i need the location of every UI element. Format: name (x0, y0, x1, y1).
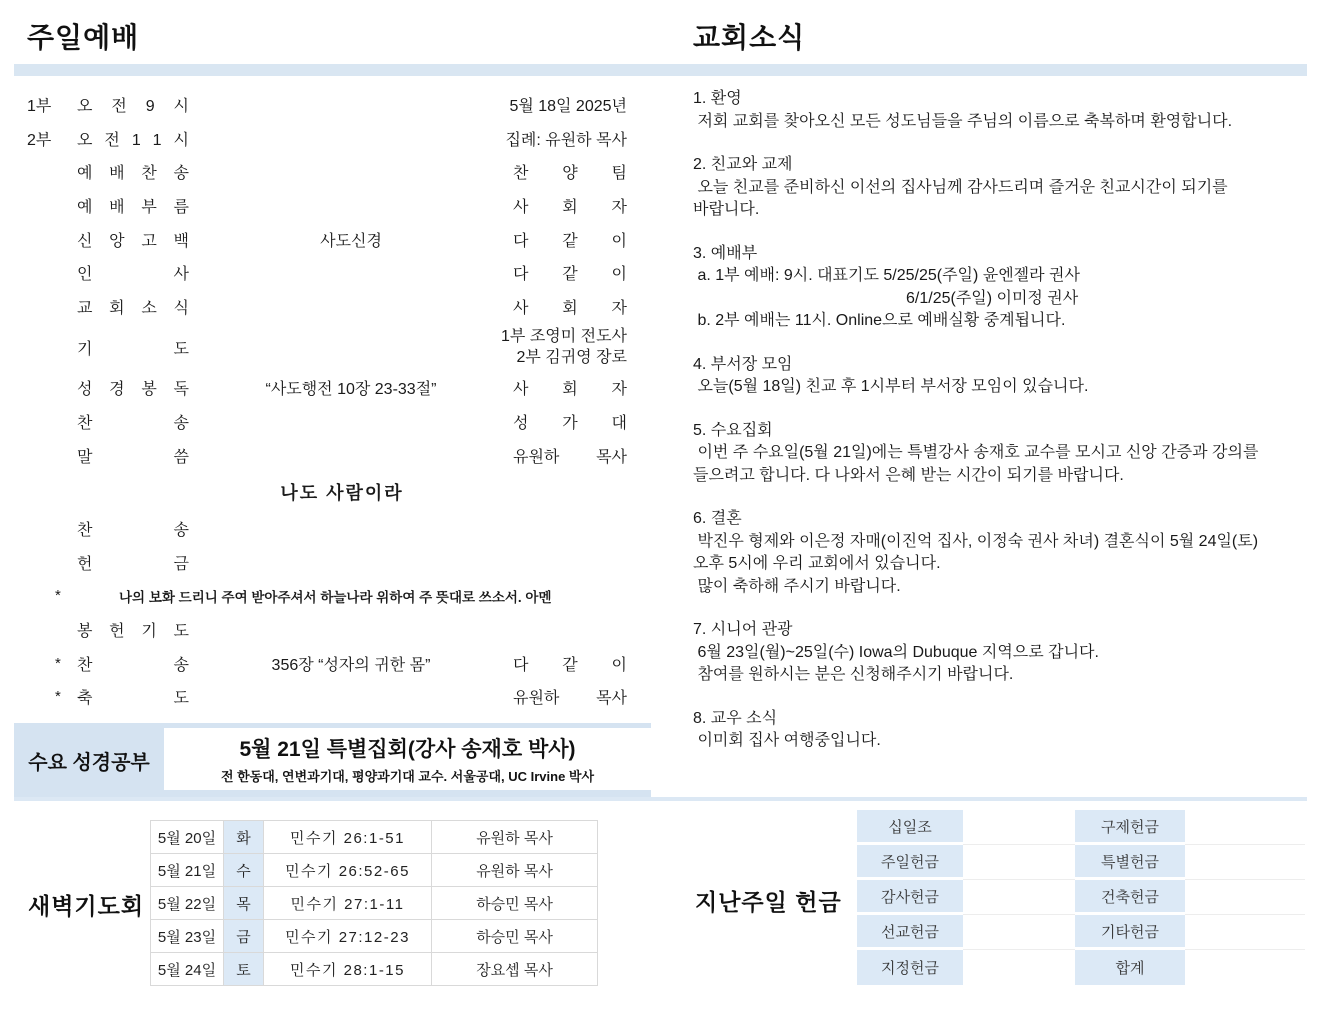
table-row (151, 920, 598, 953)
order-performer: 성 가 대 (513, 415, 627, 433)
news-item (693, 354, 1308, 399)
order-row (27, 438, 627, 472)
asterisk-marker: * (55, 587, 61, 605)
prayer-leader-1: 1부 조영미 전도사 (501, 328, 627, 346)
table-row (151, 821, 598, 854)
header-accent-bar (14, 64, 1307, 76)
offering-amount-cell (963, 915, 1075, 950)
section-divider-line (14, 797, 1307, 801)
special-meeting-box (164, 728, 651, 790)
order-row (27, 256, 627, 290)
order-performer: 다 같 이 (513, 266, 627, 284)
leader-cell: 유원하 목사 (432, 854, 598, 887)
news-body-line: 참여를 원하시는 분은 신청해주시기 바랍니다. (693, 666, 1014, 683)
order-row (27, 222, 627, 256)
order-performer: 사 회 자 (513, 299, 627, 317)
date-cell: 5월 23일 (151, 920, 224, 953)
hymn-reference: 356장 “성자의 귀한 몸” (271, 656, 431, 674)
news-item (693, 243, 1308, 333)
news-item (693, 154, 1308, 222)
service-date: 5월 18일 2025년 (509, 98, 627, 116)
date-cell: 5월 22일 (151, 887, 224, 920)
order-performer: 다 같 이 (513, 232, 627, 250)
day-cell: 화 (224, 821, 264, 854)
day-cell: 목 (224, 887, 264, 920)
order-label: 예 배 찬 송 (77, 165, 189, 183)
order-detail: 사도신경 (320, 232, 382, 250)
last-week-offering-label: 지난주일 헌금 (695, 889, 842, 915)
news-body-line: 저회 교회를 찾아오신 모든 성도님들을 주님의 이름으로 축복하며 환영합니다. (693, 112, 1233, 130)
news-heading: 4. 부서장 모임 (693, 355, 793, 373)
news-item (693, 708, 1308, 753)
officiant: 집례: 유원하 목사 (505, 131, 627, 149)
order-performer: 유원하 목사 (513, 448, 627, 466)
special-meeting-title: 5월 21일 특별집회(강사 송재호 박사) (239, 738, 576, 761)
wednesday-study-banner (14, 723, 651, 797)
leader-cell: 하승민 목사 (432, 920, 598, 953)
offering-amount-cell (1185, 880, 1305, 915)
order-label: 오 전 9 시 (77, 98, 189, 116)
order-label: 찬 송 (77, 522, 189, 540)
scripture-reference: “사도행전 10장 23-33절” (265, 381, 437, 399)
day-cell: 수 (224, 854, 264, 887)
news-body-line: a. 1부 예배: 9시. 대표기도 5/25/25(주일) 윤엔젤라 권사 (693, 267, 1080, 284)
day-cell: 금 (224, 920, 264, 953)
table-row (151, 887, 598, 920)
order-row (27, 371, 627, 405)
order-of-worship (27, 88, 627, 714)
order-label: 오 전 1 1 시 (77, 131, 189, 149)
day-cell: 토 (224, 953, 264, 986)
order-row (27, 189, 627, 223)
service-part: 1부 (27, 98, 52, 116)
order-row (27, 646, 627, 680)
news-item (693, 88, 1308, 133)
prayer-leader-2: 2부 김귀영 장로 (516, 349, 627, 367)
order-row (27, 155, 627, 189)
offering-amount-cell (963, 810, 1075, 845)
date-cell: 5월 20일 (151, 821, 224, 854)
news-body-line: 6월 23일(월)~25일(수) Iowa의 Dubuque 지역으로 갑니다. (693, 643, 1099, 661)
order-performer: 사 회 자 (513, 199, 627, 217)
order-label: 말 씀 (77, 448, 189, 466)
offering-amount-cell (1185, 845, 1305, 880)
service-part: 2부 (27, 131, 52, 149)
order-row (27, 323, 627, 371)
sermon-title: 나도 사람이라 (280, 482, 404, 503)
order-label: 예 배 부 름 (77, 199, 189, 217)
order-label: 축 도 (77, 690, 189, 708)
news-item (693, 420, 1308, 488)
order-row (27, 405, 627, 439)
table-row (857, 880, 1305, 915)
wednesday-study-label: 수요 성경공부 (28, 751, 150, 774)
offering-amount-cell (963, 880, 1075, 915)
order-performer: 유원하 목사 (513, 690, 627, 708)
asterisk-marker: * (55, 688, 61, 706)
news-body-line: 바랍니다. (693, 201, 760, 218)
date-cell: 5월 24일 (151, 953, 224, 986)
offering-type-cell: 건축헌금 (1075, 880, 1185, 915)
asterisk-marker: * (55, 654, 61, 672)
news-body-line: 6/1/25(주일) 이미정 권사 (906, 289, 1079, 307)
special-meeting-subtitle: 전 한동대, 연변과기대, 평양과기대 교수. 서울공대, UC Irvine 박사 (220, 769, 595, 784)
news-body-line: 오늘(5월 18일) 친교 후 1시부터 부서장 모임이 있습니다. (693, 378, 1089, 395)
news-heading: 8. 교우 소식 (693, 709, 778, 727)
news-heading: 6. 결혼 (693, 510, 742, 527)
order-row (27, 512, 627, 546)
news-section-title: 교회소식 (693, 22, 806, 53)
table-row (857, 845, 1305, 880)
order-row (27, 546, 627, 580)
order-label: 인 사 (77, 266, 189, 284)
table-row (857, 915, 1305, 950)
offering-type-cell: 합계 (1075, 950, 1185, 985)
news-heading: 7. 시니어 관광 (693, 621, 793, 638)
news-heading: 3. 예배부 (693, 244, 758, 262)
news-heading: 1. 환영 (693, 90, 742, 107)
leader-cell: 장요셉 목사 (432, 953, 598, 986)
order-performer: 다 같 이 (513, 656, 627, 674)
order-performer: 찬 양 팀 (513, 165, 627, 183)
order-performer: 사 회 자 (513, 381, 627, 399)
order-row (27, 88, 627, 122)
offering-amount-cell (963, 950, 1075, 985)
news-heading: 5. 수요집회 (693, 421, 773, 439)
table-row (857, 810, 1305, 845)
order-row (27, 122, 627, 156)
offering-type-cell: 주일헌금 (857, 845, 963, 880)
offering-type-cell: 감사헌금 (857, 880, 963, 915)
order-label: 기 도 (77, 340, 189, 358)
news-body-line: b. 2부 예배는 11시. Online으로 예배실황 중계됩니다. (693, 312, 1066, 329)
offertory-response: 나의 보화 드리니 주여 받아주셔서 하늘나라 위하여 주 뜻대로 쓰소서. 아멘 (119, 589, 552, 605)
news-body-line: 이번 주 수요일(5월 21일)에는 특별강사 송재호 교수를 모시고 신앙 간증과 강의를 (693, 444, 1259, 461)
order-label: 헌 금 (77, 555, 189, 573)
order-label: 신 앙 고 백 (77, 232, 189, 250)
date-cell: 5월 21일 (151, 854, 224, 887)
order-row (27, 613, 627, 647)
news-item (693, 619, 1308, 687)
scripture-cell: 민수기 27:12-23 (264, 920, 432, 953)
worship-section-title: 주일예배 (27, 22, 140, 53)
dawn-prayer-table (150, 820, 598, 986)
order-row (27, 579, 627, 613)
leader-cell: 하승민 목사 (432, 887, 598, 920)
offering-type-cell: 지정헌금 (857, 950, 963, 985)
scripture-cell: 민수기 26:52-65 (264, 854, 432, 887)
offering-type-cell: 구제헌금 (1075, 810, 1185, 845)
scripture-cell: 민수기 28:1-15 (264, 953, 432, 986)
scripture-cell: 민수기 27:1-11 (264, 887, 432, 920)
order-row (27, 680, 627, 714)
order-label: 찬 송 (77, 415, 189, 433)
news-body-line: 이미회 집사 여행중입니다. (693, 732, 881, 749)
offering-type-cell: 십일조 (857, 810, 963, 845)
table-row (151, 854, 598, 887)
offering-type-cell: 기타헌금 (1075, 915, 1185, 950)
offering-amount-cell (1185, 810, 1305, 845)
news-body-line: 오늘 친교를 준비하신 이선의 집사님께 감사드리며 즐거운 친교시간이 되기를 (693, 178, 1228, 196)
order-label: 성 경 봉 독 (77, 381, 189, 399)
news-body-line: 박진우 형제와 이은정 자매(이진억 집사, 이정숙 권사 차녀) 결혼식이 5월 24일(토) (693, 532, 1259, 550)
news-heading: 2. 친교와 교제 (693, 156, 793, 173)
order-row (27, 290, 627, 324)
order-label: 교 회 소 식 (77, 299, 189, 317)
table-row (857, 950, 1305, 985)
church-news-list (693, 88, 1308, 774)
order-label: 찬 송 (77, 656, 189, 674)
order-label: 봉 헌 기 도 (77, 623, 189, 641)
offering-type-cell: 선교헌금 (857, 915, 963, 950)
leader-cell: 유원하 목사 (432, 821, 598, 854)
dawn-prayer-label: 새벽기도회 (28, 893, 145, 919)
news-body-line: 오후 5시에 우리 교회에서 있습니다. (693, 555, 941, 572)
news-body-line: 들으려고 합니다. 다 나와서 은혜 받는 시간이 되기를 바랍니다. (693, 466, 1124, 484)
offering-type-cell: 특별헌금 (1075, 845, 1185, 880)
offering-amount-cell (1185, 950, 1305, 985)
news-body-line: 많이 축하해 주시기 바랍니다. (693, 577, 901, 595)
offering-table (857, 810, 1305, 985)
table-row (151, 953, 598, 986)
scripture-cell: 민수기 26:1-51 (264, 821, 432, 854)
offering-amount-cell (963, 845, 1075, 880)
news-item (693, 508, 1308, 598)
offering-amount-cell (1185, 915, 1305, 950)
